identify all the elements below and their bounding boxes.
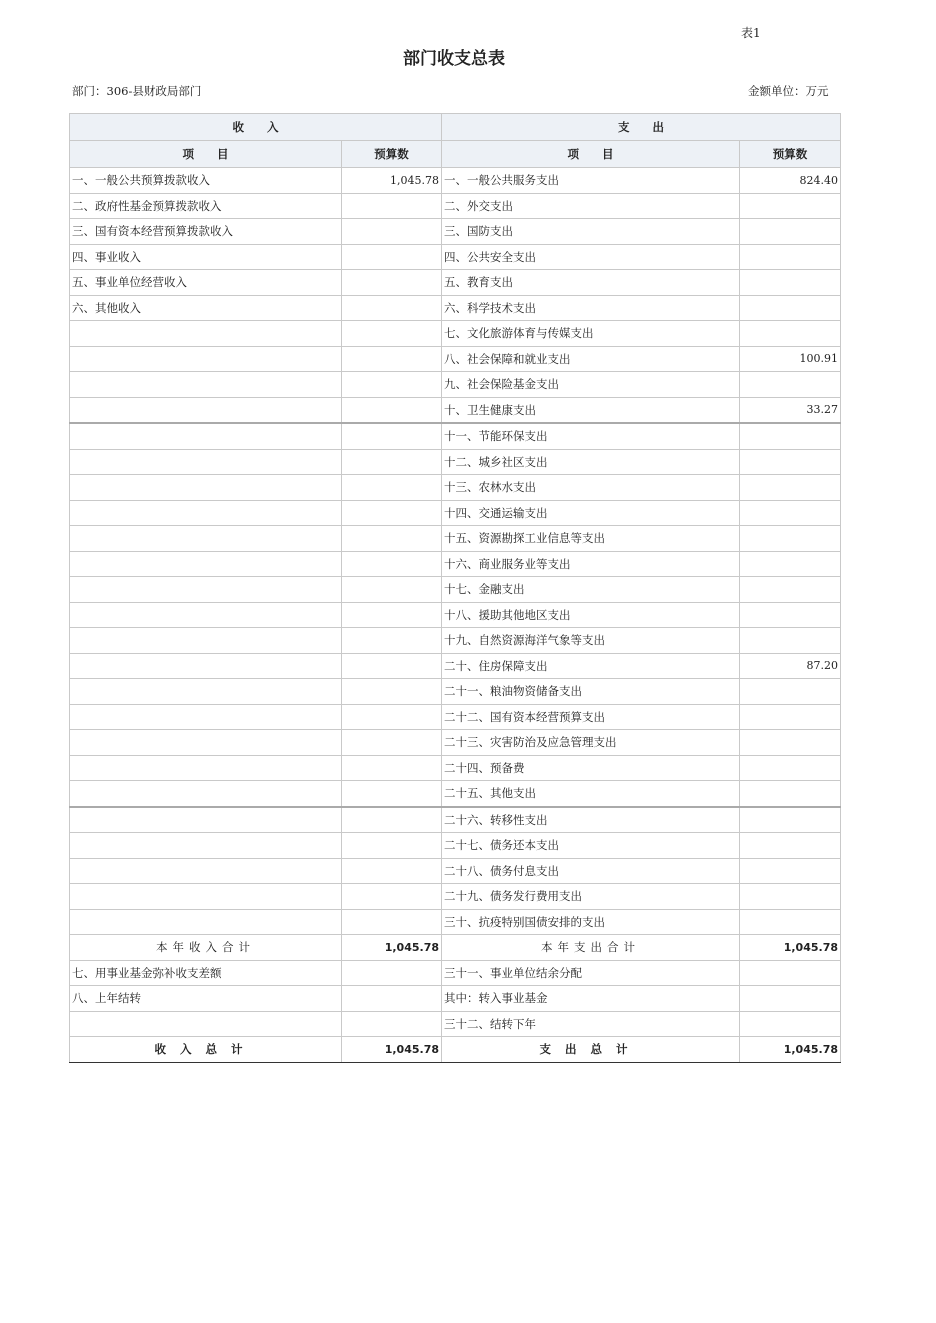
budget-table [69, 113, 841, 1063]
table-row [70, 397, 841, 423]
expense-value-cell [740, 807, 841, 833]
expense-item-cell: 十六、商业服务业等支出 [442, 551, 740, 577]
expense-item-cell: 十二、城乡社区支出 [442, 449, 740, 475]
income-item-cell [70, 500, 342, 526]
income-item-cell: 二、政府性基金预算拨款收入 [70, 193, 342, 219]
expense-value-cell [740, 219, 841, 245]
income-item-cell [70, 602, 342, 628]
expense-value-cell [740, 295, 841, 321]
expense-value-cell [740, 884, 841, 910]
expense-value-cell: 87.20 [740, 653, 841, 679]
header-row-groups [70, 114, 841, 141]
expense-value-cell [740, 755, 841, 781]
expense-value-cell [740, 833, 841, 859]
expense-value-cell [740, 858, 841, 884]
expense-value-cell [740, 781, 841, 807]
income-value-cell [342, 884, 442, 910]
expense-value-cell [740, 986, 841, 1012]
expense-item-cell: 二十八、债务付息支出 [442, 858, 740, 884]
table-row [70, 986, 841, 1012]
table-row [70, 602, 841, 628]
table-row [70, 755, 841, 781]
income-item-cell: 三、国有资本经营预算拨款收入 [70, 219, 342, 245]
expense-item-cell: 五、教育支出 [442, 270, 740, 296]
expense-subtotal-label: 本年支出合计 [442, 935, 740, 961]
expense-value-cell: 33.27 [740, 397, 841, 423]
table-row [70, 321, 841, 347]
expense-value-cell [740, 475, 841, 501]
income-value-cell [342, 679, 442, 705]
expense-item-cell: 二十六、转移性支出 [442, 807, 740, 833]
income-value-cell [342, 193, 442, 219]
income-subtotal-label: 本年收入合计 [70, 935, 342, 961]
expense-value-cell [740, 500, 841, 526]
expense-item-cell: 十四、交通运输支出 [442, 500, 740, 526]
table-row [70, 884, 841, 910]
expense-item-cell: 二十五、其他支出 [442, 781, 740, 807]
income-value-cell [342, 730, 442, 756]
income-value-cell [342, 653, 442, 679]
expense-item-cell: 八、社会保障和就业支出 [442, 346, 740, 372]
table-row [70, 219, 841, 245]
income-item-cell [70, 781, 342, 807]
income-value-cell [342, 321, 442, 347]
table-row [70, 475, 841, 501]
table-row [70, 423, 841, 449]
expense-value-cell: 824.40 [740, 168, 841, 194]
table-row [70, 270, 841, 296]
income-value-cell [342, 500, 442, 526]
income-item-cell [70, 397, 342, 423]
expense-value-cell [740, 321, 841, 347]
income-value-cell [342, 423, 442, 449]
income-value-cell [342, 628, 442, 654]
table-row [70, 346, 841, 372]
income-item-cell [70, 1011, 342, 1037]
expense-value-cell [740, 244, 841, 270]
table-row [70, 295, 841, 321]
table-row [70, 704, 841, 730]
expense-item-cell: 二、外交支出 [442, 193, 740, 219]
expense-item-cell: 十九、自然资源海洋气象等支出 [442, 628, 740, 654]
department-label: 部门：306-县财政局部门 [72, 84, 202, 98]
header-row-columns [70, 141, 841, 168]
income-item-cell: 五、事业单位经营收入 [70, 270, 342, 296]
table-row [70, 449, 841, 475]
income-value-cell [342, 833, 442, 859]
income-budget-header: 预算数 [342, 141, 442, 168]
table-row [70, 653, 841, 679]
table-row [70, 781, 841, 807]
income-value-cell [342, 475, 442, 501]
income-value-cell [342, 781, 442, 807]
income-value-cell [342, 755, 442, 781]
expense-total-value: 1,045.78 [740, 1037, 841, 1063]
page-number: 表1 [741, 26, 761, 40]
expense-item-cell: 六、科学技术支出 [442, 295, 740, 321]
expense-item-cell: 十七、金融支出 [442, 577, 740, 603]
expense-group-header: 支 出 [442, 114, 841, 141]
income-value-cell [342, 295, 442, 321]
expense-budget-header: 预算数 [740, 141, 841, 168]
expense-item-cell: 二十一、粮油物资储备支出 [442, 679, 740, 705]
table-row [70, 551, 841, 577]
income-value-cell [342, 244, 442, 270]
income-value-cell [342, 346, 442, 372]
income-item-cell: 六、其他收入 [70, 295, 342, 321]
income-item-cell [70, 909, 342, 935]
income-value-cell [342, 551, 442, 577]
expense-item-cell: 十八、援助其他地区支出 [442, 602, 740, 628]
income-value-cell [342, 602, 442, 628]
expense-item-cell: 十、卫生健康支出 [442, 397, 740, 423]
income-item-cell [70, 475, 342, 501]
expense-item-cell: 四、公共安全支出 [442, 244, 740, 270]
expense-value-cell [740, 730, 841, 756]
expense-item-cell: 二十二、国有资本经营预算支出 [442, 704, 740, 730]
table-row [70, 807, 841, 833]
income-item-cell: 八、上年结转 [70, 986, 342, 1012]
table-row [70, 577, 841, 603]
expense-value-cell [740, 449, 841, 475]
income-value-cell [342, 986, 442, 1012]
table-row [70, 1011, 841, 1037]
income-item-header: 项 目 [70, 141, 342, 168]
expense-item-cell: 十三、农林水支出 [442, 475, 740, 501]
table-row [70, 679, 841, 705]
income-item-cell: 七、用事业基金弥补收支差额 [70, 960, 342, 986]
unit-label: 金额单位：万元 [748, 84, 829, 98]
income-item-cell [70, 807, 342, 833]
expense-item-cell: 十一、节能环保支出 [442, 423, 740, 449]
expense-value-cell: 100.91 [740, 346, 841, 372]
income-item-cell [70, 526, 342, 552]
expense-value-cell [740, 270, 841, 296]
expense-item-cell: 二十、住房保障支出 [442, 653, 740, 679]
income-item-cell [70, 577, 342, 603]
table-row [70, 909, 841, 935]
table-row [70, 244, 841, 270]
income-value-cell [342, 807, 442, 833]
expense-item-cell: 三、国防支出 [442, 219, 740, 245]
expense-value-cell [740, 423, 841, 449]
income-value-cell [342, 526, 442, 552]
income-item-cell [70, 730, 342, 756]
expense-subtotal-value: 1,045.78 [740, 935, 841, 961]
subtotal-row [70, 935, 841, 961]
income-item-cell [70, 884, 342, 910]
income-item-cell [70, 704, 342, 730]
expense-item-cell: 其中：转入事业基金 [442, 986, 740, 1012]
expense-value-cell [740, 577, 841, 603]
table-row [70, 628, 841, 654]
expense-item-cell: 二十七、债务还本支出 [442, 833, 740, 859]
income-item-cell [70, 449, 342, 475]
expense-item-cell: 二十九、债务发行费用支出 [442, 884, 740, 910]
income-value-cell [342, 577, 442, 603]
expense-value-cell [740, 193, 841, 219]
expense-item-cell: 九、社会保险基金支出 [442, 372, 740, 398]
income-value-cell: 1,045.78 [342, 168, 442, 194]
page-title: 部门收支总表 [403, 49, 505, 69]
table-row [70, 526, 841, 552]
income-item-cell [70, 423, 342, 449]
income-value-cell [342, 219, 442, 245]
expense-item-cell: 二十三、灾害防治及应急管理支出 [442, 730, 740, 756]
expense-item-cell: 三十一、事业单位结余分配 [442, 960, 740, 986]
income-item-cell [70, 679, 342, 705]
table-row [70, 858, 841, 884]
income-item-cell: 一、一般公共预算拨款收入 [70, 168, 342, 194]
income-value-cell [342, 270, 442, 296]
expense-item-cell: 十五、资源勘探工业信息等支出 [442, 526, 740, 552]
expense-value-cell [740, 704, 841, 730]
income-item-cell [70, 755, 342, 781]
income-value-cell [342, 397, 442, 423]
income-item-cell [70, 833, 342, 859]
income-item-cell [70, 321, 342, 347]
expense-total-label: 支出总计 [442, 1037, 740, 1063]
table-row [70, 960, 841, 986]
income-value-cell [342, 704, 442, 730]
expense-item-cell: 三十、抗疫特别国债安排的支出 [442, 909, 740, 935]
income-value-cell [342, 909, 442, 935]
expense-value-cell [740, 602, 841, 628]
income-value-cell [342, 372, 442, 398]
income-item-cell [70, 628, 342, 654]
expense-value-cell [740, 372, 841, 398]
expense-item-cell: 二十四、预备费 [442, 755, 740, 781]
income-item-cell [70, 858, 342, 884]
income-item-cell [70, 346, 342, 372]
table-row [70, 833, 841, 859]
table-row [70, 168, 841, 194]
expense-value-cell [740, 909, 841, 935]
total-row [70, 1037, 841, 1063]
table-row [70, 730, 841, 756]
table-row [70, 500, 841, 526]
income-item-cell: 四、事业收入 [70, 244, 342, 270]
expense-value-cell [740, 1011, 841, 1037]
income-value-cell [342, 449, 442, 475]
income-value-cell [342, 1011, 442, 1037]
income-item-cell [70, 653, 342, 679]
income-item-cell [70, 372, 342, 398]
income-value-cell [342, 858, 442, 884]
expense-value-cell [740, 551, 841, 577]
income-total-label: 收入总计 [70, 1037, 342, 1063]
expense-value-cell [740, 526, 841, 552]
expense-item-header: 项 目 [442, 141, 740, 168]
income-group-header: 收 入 [70, 114, 442, 141]
expense-value-cell [740, 679, 841, 705]
expense-value-cell [740, 628, 841, 654]
expense-item-cell: 三十二、结转下年 [442, 1011, 740, 1037]
income-item-cell [70, 551, 342, 577]
expense-item-cell: 一、一般公共服务支出 [442, 168, 740, 194]
income-total-value: 1,045.78 [342, 1037, 442, 1063]
expense-value-cell [740, 960, 841, 986]
table-row [70, 193, 841, 219]
table-row [70, 372, 841, 398]
income-subtotal-value: 1,045.78 [342, 935, 442, 961]
expense-item-cell: 七、文化旅游体育与传媒支出 [442, 321, 740, 347]
income-value-cell [342, 960, 442, 986]
